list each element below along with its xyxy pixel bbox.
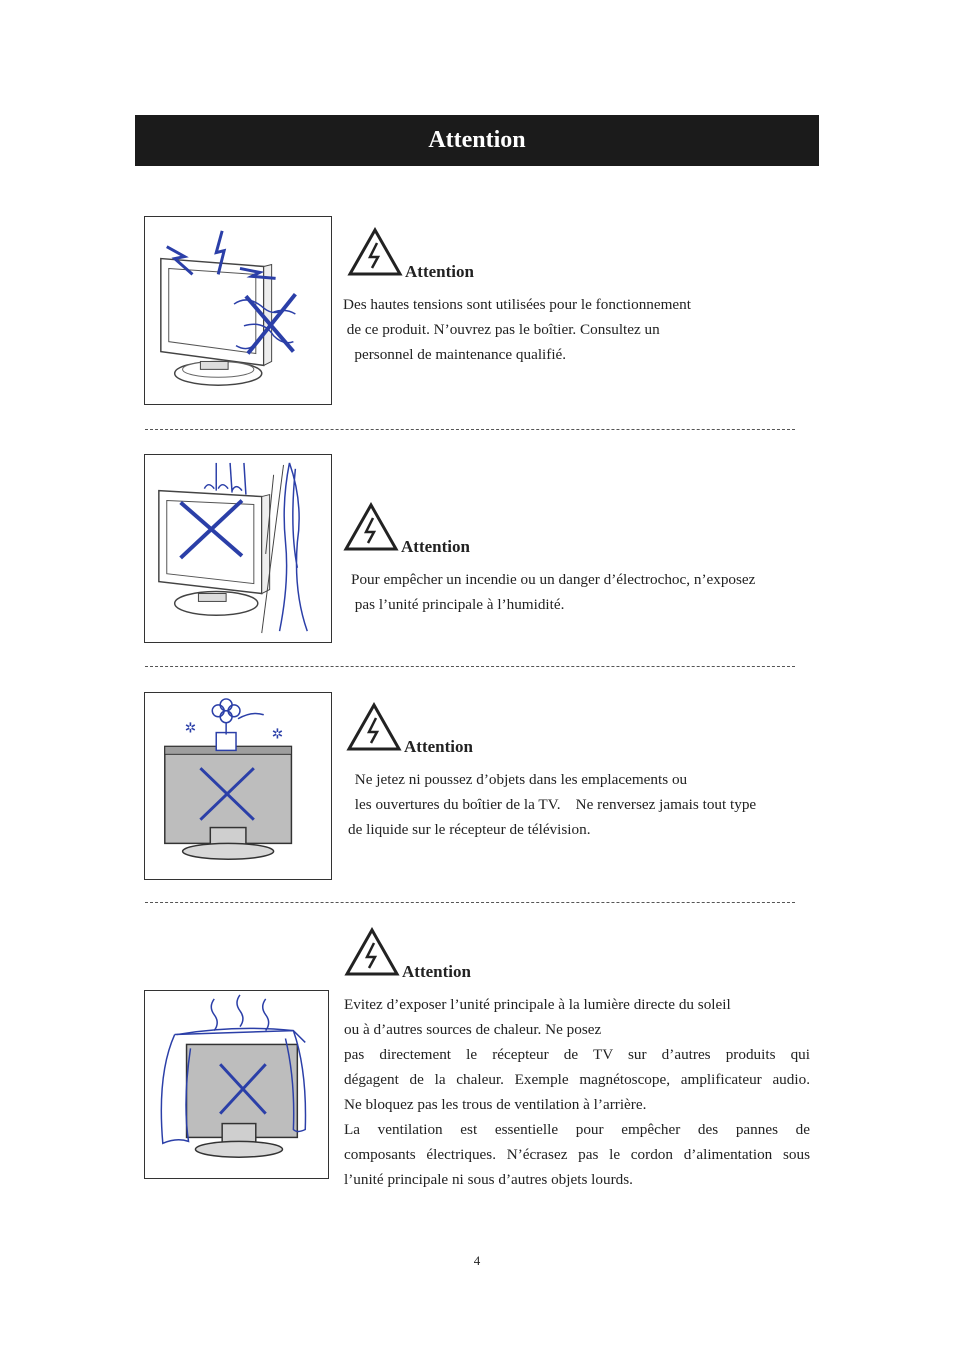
text-line: dégagent de la chaleur. Exemple magnétoscope, amplificateur audio. bbox=[344, 1071, 810, 1088]
text-line: personnel de maintenance qualifié. bbox=[343, 346, 567, 363]
illustration-objects-liquids bbox=[144, 692, 332, 880]
text-line: Ne jetez ni poussez d’objets dans les emplacements ou bbox=[351, 771, 688, 788]
text-line: composants électriques. N’écrasez pas le cordon d’alimentation sous bbox=[344, 1146, 810, 1163]
text-line: Pour empêcher un incendie ou un danger d’électrochoc, n’exposez bbox=[351, 571, 756, 588]
section-divider bbox=[145, 666, 795, 667]
svg-text:✲: ✲ bbox=[271, 726, 284, 743]
text-line: Des hautes tensions sont utilisées pour le fonctionnement bbox=[343, 296, 691, 313]
high-voltage-warning-icon bbox=[344, 927, 400, 977]
text-line: de ce produit. N’ouvrez pas le boîtier. Consultez un bbox=[343, 321, 660, 338]
svg-text:✲: ✲ bbox=[184, 720, 197, 737]
high-voltage-warning-icon bbox=[343, 502, 399, 552]
text-line: pas l’unité principale à l’humidité. bbox=[351, 596, 565, 613]
high-voltage-warning-icon bbox=[346, 702, 402, 752]
warning-label: Attention bbox=[401, 537, 470, 556]
illustration-humidity bbox=[144, 454, 332, 643]
warning-text bbox=[351, 567, 755, 617]
section-divider bbox=[145, 429, 795, 430]
section-divider bbox=[145, 902, 795, 903]
page-title: Attention bbox=[135, 115, 819, 166]
text-line: pas directement le récepteur de TV sur d’autres produits qui bbox=[344, 1046, 810, 1063]
text-line: Evitez d’exposer l’unité principale à la lumière directe du soleil bbox=[344, 996, 731, 1013]
warning-text bbox=[343, 292, 691, 367]
high-voltage-warning-icon bbox=[347, 227, 403, 277]
warning-text bbox=[344, 992, 810, 1192]
text-line: de liquide sur le récepteur de télévision. bbox=[348, 821, 591, 838]
illustration-no-open-case bbox=[144, 216, 332, 405]
warning-label: Attention bbox=[405, 262, 474, 281]
text-line: les ouvertures du boîtier de la TV. Ne renversez jamais tout type bbox=[351, 796, 757, 813]
text-line: La ventilation est essentielle pour empêcher des pannes de bbox=[344, 1121, 810, 1138]
warning-label: Attention bbox=[404, 737, 473, 756]
text-line: ou à d’autres sources de chaleur. Ne posez bbox=[344, 1021, 602, 1038]
warning-label: Attention bbox=[402, 962, 471, 981]
page-number: 4 bbox=[473, 1253, 481, 1268]
text-line: Ne bloquez pas les trous de ventilation à l’arrière. bbox=[344, 1096, 647, 1113]
warning-text bbox=[348, 767, 757, 842]
illustration-heat-ventilation bbox=[144, 990, 329, 1179]
text-line: l’unité principale ni sous d’autres objets lourds. bbox=[344, 1171, 633, 1188]
